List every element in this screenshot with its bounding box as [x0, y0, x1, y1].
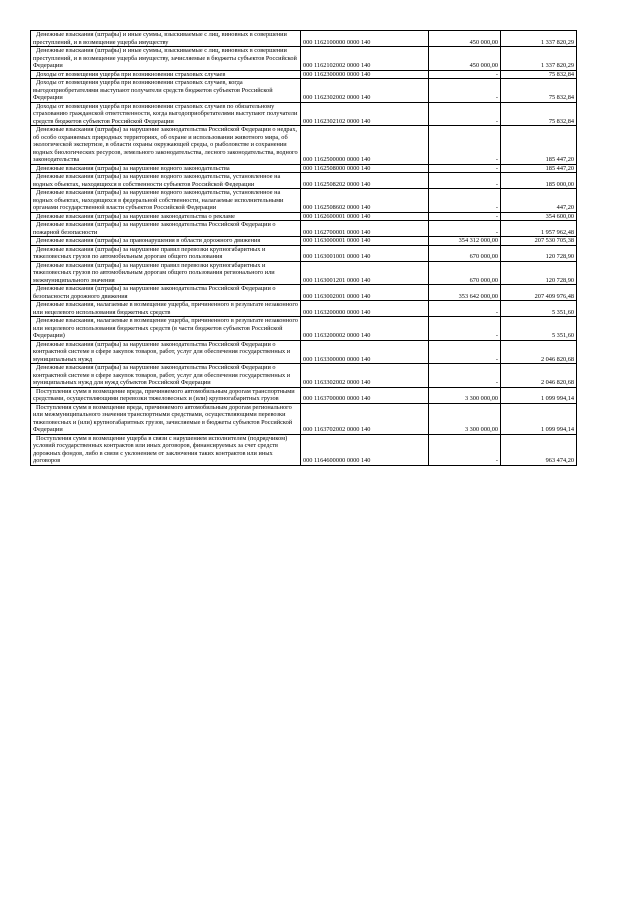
- planned-amount-cell: -: [429, 164, 501, 173]
- planned-amount-cell: 450 000,00: [429, 31, 501, 47]
- actual-amount-cell: 207 409 976,48: [501, 285, 577, 301]
- budget-code-cell: 000 1162508202 0000 140: [301, 173, 429, 189]
- table-row: [31, 403, 577, 434]
- budget-code-cell: 000 1162100000 0000 140: [301, 31, 429, 47]
- revenue-name-cell: [31, 261, 301, 285]
- actual-amount-cell: 185 447,20: [501, 126, 577, 165]
- revenue-name-cell: [31, 102, 301, 126]
- revenue-name-text: Денежные взыскания (штрафы) за нарушение водного законодательства: [36, 164, 230, 172]
- actual-amount-cell: 354 600,00: [501, 212, 577, 221]
- table-row: [31, 237, 577, 246]
- revenue-name-text: Денежные взыскания (штрафы) за правонарушения в области дорожного движения: [36, 237, 261, 244]
- revenue-name-cell: [31, 237, 301, 246]
- revenue-name-text: Доходы от возмещения ущерба при возникновении страховых случаев: [36, 70, 226, 78]
- actual-amount-cell: 120 728,90: [501, 261, 577, 285]
- table-row: [31, 387, 577, 403]
- revenue-name-cell: [31, 31, 301, 47]
- revenue-name-text: Денежные взыскания (штрафы) за нарушение законодательства Российской Федерации о безопасности дорожного движения: [33, 285, 276, 300]
- table-row: [31, 221, 577, 237]
- planned-amount-cell: -: [429, 317, 501, 341]
- revenue-name-cell: [31, 164, 301, 173]
- actual-amount-cell: 447,20: [501, 189, 577, 213]
- table-row: [31, 79, 577, 103]
- table-row: [31, 340, 577, 364]
- revenue-name-cell: [31, 47, 301, 71]
- planned-amount-cell: 3 300 000,00: [429, 387, 501, 403]
- table-row: [31, 317, 577, 341]
- table-row: [31, 102, 577, 126]
- revenue-name-text: Денежные взыскания (штрафы) за нарушение законодательства Российской Федерации о контрактной системе в сфере закупок товаров, работ, услуг для обеспечения государственных и муниципальных нужд: [33, 340, 291, 363]
- actual-amount-cell: 75 832,84: [501, 79, 577, 103]
- revenue-name-cell: [31, 340, 301, 364]
- planned-amount-cell: -: [429, 173, 501, 189]
- planned-amount-cell: 354 312 000,00: [429, 237, 501, 246]
- actual-amount-cell: 2 046 820,68: [501, 364, 577, 388]
- table-row: [31, 173, 577, 189]
- budget-code-cell: 000 1162508000 0000 140: [301, 164, 429, 173]
- table-row: [31, 47, 577, 71]
- planned-amount-cell: -: [429, 79, 501, 103]
- table-row: [31, 261, 577, 285]
- table-row: [31, 301, 577, 317]
- revenue-name-text: Денежные взыскания (штрафы) за нарушение водного законодательства, установленное на водных объектах, находящихся в федеральной собственности, налагаемые исполнительными органами государственной власти субъектов Российской Федерации: [33, 189, 284, 211]
- revenue-name-cell: [31, 434, 301, 465]
- revenue-name-text: Денежные взыскания (штрафы) за нарушение законодательства о рекламе: [36, 212, 235, 220]
- budget-code-cell: 000 1163200000 0000 140: [301, 301, 429, 317]
- revenue-name-text: Денежные взыскания, налагаемые в возмещение ущерба, причиненного в результате незаконного или нецелевого использования бюджетных средств (в части бюджетов субъектов Российской Федерации): [33, 317, 298, 339]
- revenue-name-text: Доходы от возмещения ущерба при возникновении страховых случаев по обязательному страхованию гражданской ответственности, когда выгодоприобретателями выступают получатели средств бюджетов субъектов Российской Федерации: [33, 102, 298, 125]
- planned-amount-cell: -: [429, 434, 501, 465]
- budget-code-cell: 000 1163702002 0000 140: [301, 403, 429, 434]
- revenue-name-text: Денежные взыскания (штрафы) за нарушение законодательства Российской Федерации о пожарной безопасности: [33, 221, 276, 236]
- table-row: [31, 434, 577, 465]
- revenue-name-cell: [31, 212, 301, 221]
- budget-code-cell: 000 1163002001 0000 140: [301, 285, 429, 301]
- revenue-name-cell: [31, 301, 301, 317]
- budget-report-page: [30, 30, 576, 466]
- revenue-name-text: Доходы от возмещения ущерба при возникновении страховых случаев, когда выгодоприобретателями выступают получатели средств бюджетов субъектов Российской Федерации: [33, 79, 273, 101]
- budget-code-cell: 000 1164600000 0000 140: [301, 434, 429, 465]
- table-row: [31, 31, 577, 47]
- revenue-name-text: Поступления сумм в возмещение ущерба в связи с нарушением исполнителем (подрядчиком) условий государственных контрактов или иных договоров, финансируемых за счет средств дорожных фондов, либо в связи с уклонением от заключения таких контрактов или иных договоров: [33, 434, 288, 464]
- actual-amount-cell: 75 832,84: [501, 70, 577, 79]
- actual-amount-cell: 1 957 962,48: [501, 221, 577, 237]
- revenue-name-text: Поступления сумм в возмещение вреда, причиняемого автомобильным дорогам регионального или межмуниципального значения транспортными средствами, осуществляющими перевозки тяжеловесных и (или) крупногабаритных грузов, зачисляемые в бюджеты субъектов Российской Федерации: [33, 403, 293, 433]
- revenue-name-cell: [31, 245, 301, 261]
- planned-amount-cell: 450 000,00: [429, 47, 501, 71]
- budget-code-cell: 000 1163000001 0000 140: [301, 237, 429, 246]
- revenue-name-cell: [31, 403, 301, 434]
- revenue-name-text: Денежные взыскания (штрафы) за нарушение правил перевозки крупногабаритных и тяжеловесных грузов по автомобильным дорогам общего пользования регионального или межмуниципального значения: [33, 261, 275, 284]
- budget-code-cell: 000 1162700001 0000 140: [301, 221, 429, 237]
- budget-code-cell: 000 1162300000 0000 140: [301, 70, 429, 79]
- planned-amount-cell: 670 000,00: [429, 261, 501, 285]
- table-row: [31, 126, 577, 165]
- revenue-name-cell: [31, 221, 301, 237]
- revenue-name-cell: [31, 189, 301, 213]
- actual-amount-cell: 963 474,20: [501, 434, 577, 465]
- planned-amount-cell: 3 300 000,00: [429, 403, 501, 434]
- revenue-name-cell: [31, 126, 301, 165]
- revenue-name-text: Денежные взыскания (штрафы) за нарушение законодательства Российской Федерации о недрах, об особо охраняемых природных территориях, об охране и использовании животного мира, об экологической экспертизе, в области охраны окружающей среды, о рыболовстве и сохранении водных биологических ресурсов, земельного законодательства, лесного законодательства, водного законодательства: [33, 126, 298, 163]
- budget-code-cell: 000 1163302002 0000 140: [301, 364, 429, 388]
- planned-amount-cell: -: [429, 189, 501, 213]
- actual-amount-cell: 2 046 820,68: [501, 340, 577, 364]
- actual-amount-cell: 5 351,60: [501, 301, 577, 317]
- budget-code-cell: 000 1162500000 0000 140: [301, 126, 429, 165]
- revenue-table-body: [31, 31, 577, 466]
- revenue-name-text: Денежные взыскания (штрафы) за нарушение законодательства Российской Федерации о контрактной системе в сфере закупок товаров, работ, услуг для обеспечения государственных и муниципальных нужд для нужд субъектов Российской Федерации: [33, 364, 291, 386]
- budget-code-cell: 000 1162508602 0000 140: [301, 189, 429, 213]
- planned-amount-cell: -: [429, 364, 501, 388]
- planned-amount-cell: -: [429, 126, 501, 165]
- revenue-table: [30, 30, 577, 466]
- budget-code-cell: 000 1163200002 0000 140: [301, 317, 429, 341]
- budget-code-cell: 000 1162302102 0000 140: [301, 102, 429, 126]
- budget-code-cell: 000 1163700000 0000 140: [301, 387, 429, 403]
- revenue-name-text: Денежные взыскания (штрафы) за нарушение правил перевозки крупногабаритных и тяжеловесных грузов по автомобильным дорогам общего пользования: [33, 245, 266, 260]
- revenue-name-cell: [31, 387, 301, 403]
- revenue-name-text: Поступления сумм в возмещение вреда, причиняемого автомобильным дорогам транспортными средствами, осуществляющими перевозки тяжеловесных и (или) крупногабаритных грузов: [33, 387, 295, 402]
- actual-amount-cell: 207 530 705,38: [501, 237, 577, 246]
- actual-amount-cell: 75 832,84: [501, 102, 577, 126]
- planned-amount-cell: -: [429, 301, 501, 317]
- actual-amount-cell: 1 337 820,29: [501, 31, 577, 47]
- actual-amount-cell: 1 099 994,14: [501, 403, 577, 434]
- planned-amount-cell: -: [429, 340, 501, 364]
- table-row: [31, 189, 577, 213]
- table-row: [31, 212, 577, 221]
- revenue-name-cell: [31, 70, 301, 79]
- planned-amount-cell: -: [429, 212, 501, 221]
- table-row: [31, 364, 577, 388]
- planned-amount-cell: -: [429, 102, 501, 126]
- planned-amount-cell: 353 642 000,00: [429, 285, 501, 301]
- revenue-name-text: Денежные взыскания (штрафы) и иные суммы, взыскиваемые с лиц, виновных в совершении преступлений, и в возмещение ущерба имуществу: [33, 31, 287, 46]
- budget-code-cell: 000 1163300000 0000 140: [301, 340, 429, 364]
- actual-amount-cell: 1 099 994,14: [501, 387, 577, 403]
- actual-amount-cell: 120 728,90: [501, 245, 577, 261]
- budget-code-cell: 000 1163001001 0000 140: [301, 245, 429, 261]
- table-row: [31, 70, 577, 79]
- actual-amount-cell: 1 337 820,29: [501, 47, 577, 71]
- budget-code-cell: 000 1162600001 0000 140: [301, 212, 429, 221]
- revenue-name-cell: [31, 364, 301, 388]
- planned-amount-cell: -: [429, 221, 501, 237]
- actual-amount-cell: 185 000,00: [501, 173, 577, 189]
- revenue-name-cell: [31, 317, 301, 341]
- revenue-name-cell: [31, 79, 301, 103]
- table-row: [31, 245, 577, 261]
- planned-amount-cell: -: [429, 70, 501, 79]
- revenue-name-text: Денежные взыскания, налагаемые в возмещение ущерба, причиненного в результате незаконного или нецелевого использования бюджетных средств: [33, 301, 298, 316]
- budget-code-cell: 000 1162102002 0000 140: [301, 47, 429, 71]
- planned-amount-cell: 670 000,00: [429, 245, 501, 261]
- revenue-name-cell: [31, 285, 301, 301]
- budget-code-cell: 000 1162302002 0000 140: [301, 79, 429, 103]
- actual-amount-cell: 185 447,20: [501, 164, 577, 173]
- revenue-name-text: Денежные взыскания (штрафы) и иные суммы, взыскиваемые с лиц, виновных в совершении преступлений, и в возмещение ущерба имуществу, зачисляемые в бюджеты субъектов Российской Федерации: [33, 47, 297, 69]
- table-row: [31, 285, 577, 301]
- actual-amount-cell: 5 351,60: [501, 317, 577, 341]
- budget-code-cell: 000 1163001201 0000 140: [301, 261, 429, 285]
- table-row: [31, 164, 577, 173]
- revenue-name-text: Денежные взыскания (штрафы) за нарушение водного законодательства, установленное на водных объектах, находящихся в собственности субъектов Российской Федерации: [33, 173, 281, 188]
- revenue-name-cell: [31, 173, 301, 189]
